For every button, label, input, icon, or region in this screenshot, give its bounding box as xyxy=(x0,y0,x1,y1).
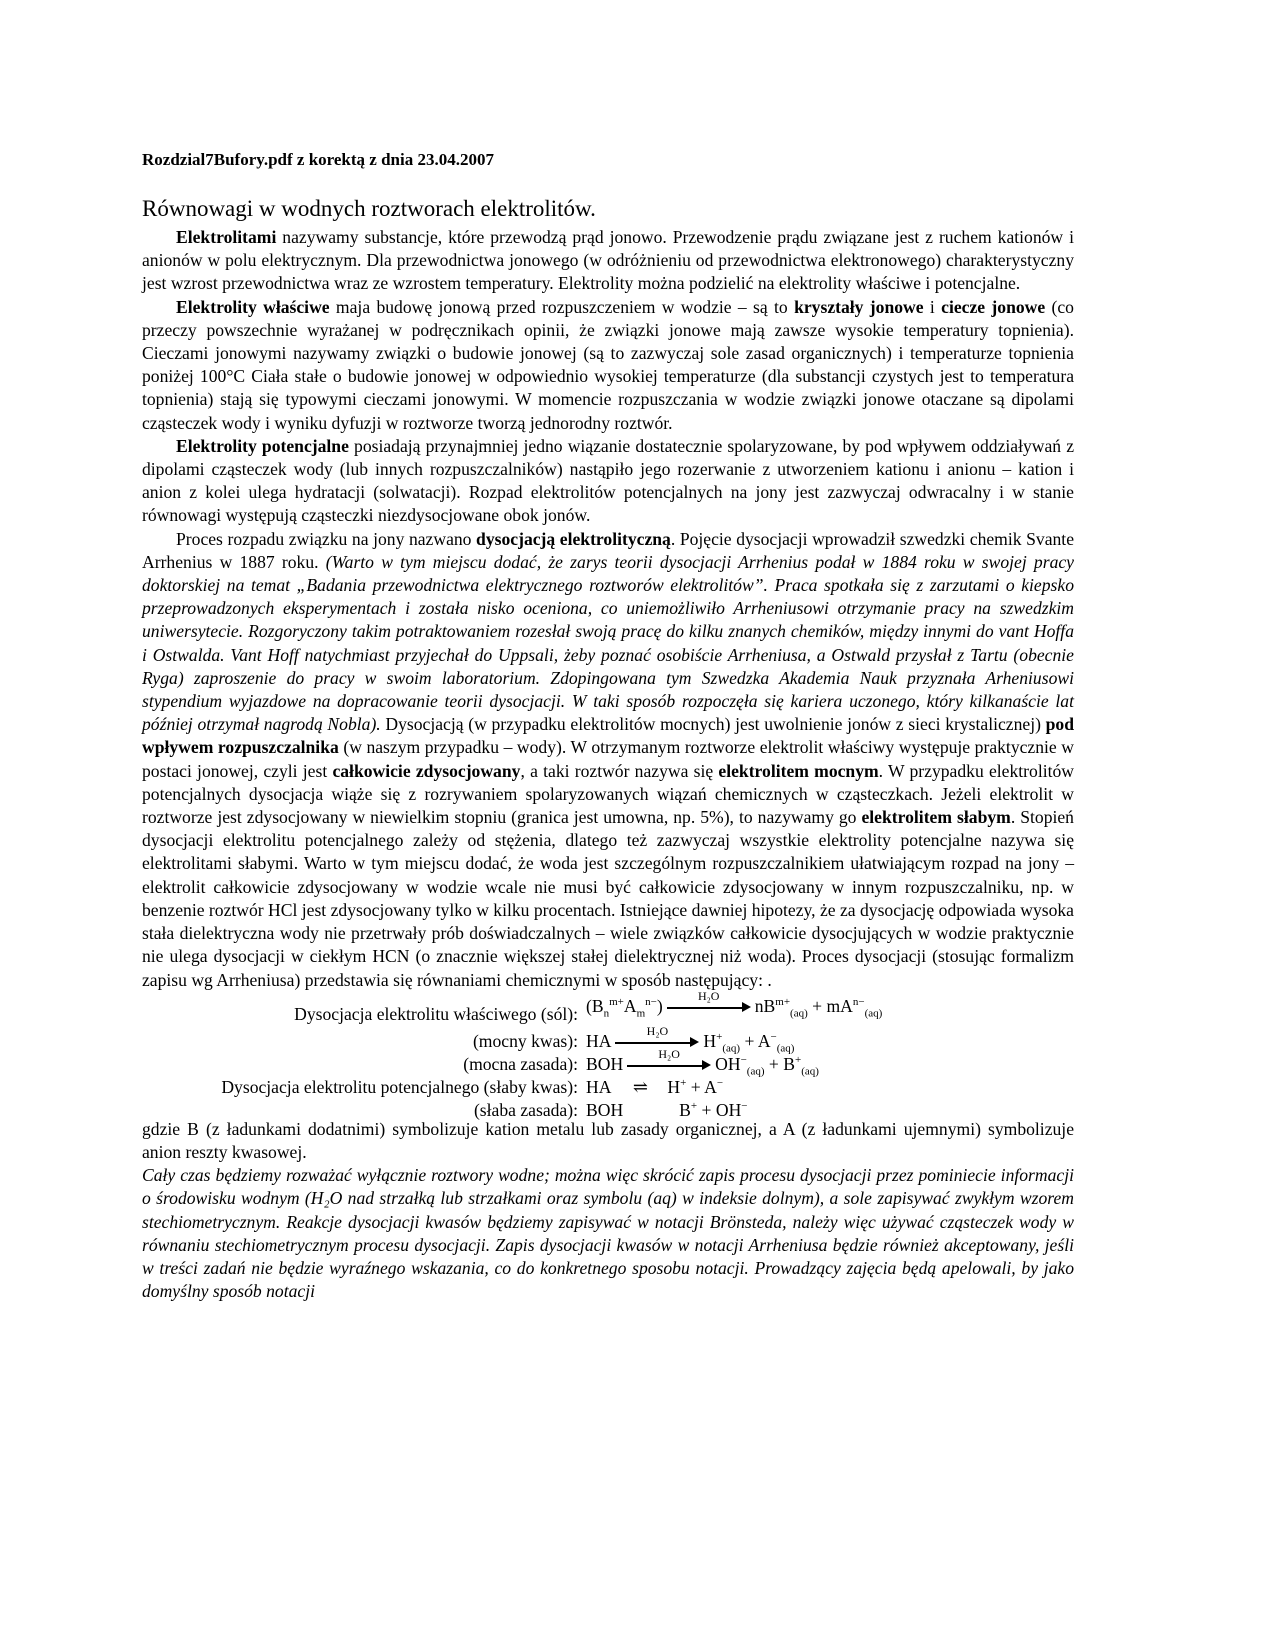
formula-sup: − xyxy=(716,1076,724,1089)
formula-part: H xyxy=(667,1076,681,1097)
formula-part: nB xyxy=(754,996,776,1017)
equation-label: Dysocjacja elektrolitu właściwego (sól): xyxy=(294,1003,578,1024)
paragraph xyxy=(142,1164,1074,1303)
bold-term: elektrolitem słabym xyxy=(861,807,1011,828)
formula-sup: + xyxy=(690,1099,698,1112)
formula-sub: (aq) xyxy=(776,1042,795,1055)
formula-part: ) xyxy=(656,996,663,1017)
arrow-label: H₂O xyxy=(658,1046,680,1061)
paragraph xyxy=(142,1118,1074,1164)
formula-sub: m xyxy=(636,1007,646,1020)
bold-term: dysocjacją elektrolityczną xyxy=(476,528,671,549)
paragraph xyxy=(142,528,1074,992)
formula-part: B xyxy=(783,1053,795,1074)
section-title: Równowagi w wodnych roztworach elektrolitów. xyxy=(142,196,596,221)
equation-weak-acid xyxy=(142,1072,1074,1095)
formula-part: (B xyxy=(586,996,604,1017)
text-run: . Pojęcie dysocjacji wprowadził szwedzki chemik Svante Arrhenius w 1887 roku. xyxy=(142,528,1075,572)
paragraph xyxy=(142,226,1074,296)
formula-sub: (aq) xyxy=(746,1065,765,1078)
bold-term: Elektrolitami xyxy=(176,227,277,247)
formula-plus: + xyxy=(807,996,827,1017)
bold-term: kryształy jonowe xyxy=(794,296,924,317)
formula-sub: (aq) xyxy=(722,1042,741,1055)
reaction-arrow-icon xyxy=(627,1046,711,1070)
formula-part: BOH xyxy=(586,1053,624,1074)
formula-part: HA xyxy=(586,1076,612,1097)
formula-part: A xyxy=(623,996,637,1017)
equations xyxy=(142,989,1074,1120)
formula-part: H xyxy=(703,1030,717,1051)
formula-plus: + xyxy=(740,1030,758,1051)
document-header: Rozdzial7Bufory.pdf z korektą z dnia 23.04.2007 xyxy=(142,150,494,169)
formula-part: A xyxy=(704,1076,717,1097)
bold-term: ciecze jonowe xyxy=(941,296,1046,317)
formula-part: HA xyxy=(586,1030,612,1051)
formula-part: BOH xyxy=(586,1099,624,1120)
equation-strong-acid xyxy=(142,1023,1074,1055)
paragraphs-after-equations xyxy=(142,1118,1074,1304)
paragraph xyxy=(142,435,1074,528)
bold-term: elektrolitem mocnym xyxy=(718,760,879,781)
formula-sup: m+ xyxy=(609,996,624,1009)
paragraphs xyxy=(142,226,1074,992)
text-run: i xyxy=(923,296,942,317)
text-run: . Stopień dysocjacji elektrolitu potencjalnego zależy od stężenia, dlatego też zazwyczaj wszystkie elektrolity potencjalne nazywa się elektrolitami słabymi. Warto w tym miejscu dodać, że woda jest szczególnym rozpuszczalnikiem ułatwiającym rozpad na jony – elektrolit całkowicie zdysocjowany w wodzie wcale nie musi być całkowicie zdysocjowany w innym rozpuszczalniku, np. w benzenie roztwór HCl jest zdysocjowany tylko w kilku procentach. Istniejące dawniej hipotezy, że za dysocjację odpowiada wysoka stała dielektryczna wody nie przetrwały prób doświadczalnych – wiele związków całkowicie dysocjujących w wodzie praktycznie nie ulega dysocjacji w ciekłym HCN (o znacznie większej stałej dielektrycznej niż woda). Proces dysocjacji (stosując formalizm zapisu wg Arrheniusa) przedstawia się równaniami chemicznymi w sposób następujący: . xyxy=(142,807,1074,990)
italic-text: Cały czas będziemy rozważać wyłącznie roztwory wodne; można więc skrócić zapis procesu dysocjacji przez pominiecie informacji o środowisku wodnym (H₂O nad strzałką lub strzałkami oraz symbolu (aq) w indeksie dolnym), a sole zapisywać zwykłym wzorem stechiometrycznym. Reakcje dysocjacji kwasów będziemy zapisywać w notacji Brönsteda, należy więc używać cząsteczek wody w równaniu stechiometrycznym procesu dysocjacji. Zapis dysocjacji kwasów w notacji Arrheniusa będzie również akceptowany, jeśli w treści zadań nie będzie wyraźnego wskazania, co do konkretnego sposobu notacji. Prowadzący zajęcia będą apelowali, by jako domyślny sposób notacji xyxy=(142,1165,1074,1302)
formula-part: A xyxy=(757,1030,771,1051)
formula-part: OH xyxy=(715,1053,741,1074)
formula-plus: + xyxy=(697,1099,716,1120)
document-body xyxy=(142,226,1074,1303)
formula-sup: + xyxy=(716,1030,723,1043)
text-run: gdzie B (z ładunkami dodatnimi) symbolizuje kation metalu lub zasady organicznej, a A (z ładunkami ujemnymi) symbolizuje anion reszty kwasowej. xyxy=(142,1118,1074,1162)
bold-term: całkowicie zdysocjowany xyxy=(332,760,521,781)
text-run: maja budowę jonową przed rozpuszczeniem w wodzie – są to xyxy=(329,296,795,317)
equation-label: Dysocjacja elektrolitu potencjalnego (słaby kwas): xyxy=(221,1076,578,1097)
formula-sup: n− xyxy=(645,996,657,1009)
text-run: Proces rozpadu związku na jony nazwano xyxy=(176,528,477,549)
formula-sup: − xyxy=(770,1030,777,1043)
formula-part: mA xyxy=(826,996,853,1017)
formula-sup: n− xyxy=(852,996,865,1009)
equation-label: (mocna zasada): xyxy=(463,1053,578,1074)
text-run: posiadają przynajmniej jedno wiązanie dostatecznie spolaryzowane, by pod wpływem oddziaływań z dipolami cząsteczek wody (lub innych rozpuszczalników) nastąpiło jego rozerwanie z utworzeniem kationu i anionu – kation i anion z kolei ulega hydratacji (solwatacji). Rozpad elektrolitów potencjalnych na jony jest zazwyczaj odwracalny i w stanie równowagi występują cząsteczki niezdysocjowane obok jonów. xyxy=(142,435,1074,526)
text-run: , a taki roztwór nazywa się xyxy=(520,760,719,781)
formula-sup: + xyxy=(795,1053,802,1066)
equation-strong-base xyxy=(142,1046,1074,1078)
formula-sup: + xyxy=(680,1076,687,1089)
text-run: (w naszym przypadku – wody). W otrzymanym roztworze elektrolit właściwy występuje praktycznie w postaci jonowej, czyli jest xyxy=(142,737,1074,781)
bold-term: pod wpływem rozpuszczalnika xyxy=(142,714,1075,758)
formula-part: OH xyxy=(715,1099,742,1120)
formula-part: B xyxy=(679,1099,691,1120)
text-run: Dysocjacją (w przypadku elektrolitów mocnych) jest uwolnienie jonów z sieci krystalicznej) xyxy=(380,714,1046,735)
text-run: (co przeczy powszechnie wyrażanej w podręcznikach opinii, że związki jonowe mają zawsze wysokie temperatury topnienia). Cieczami jonowymi nazywamy związki o budowie jonowej (są to zazwyczaj sole zasad organicznych) i temperaturze topnienia poniżej 100°C Ciała stałe o budowie jonowej w odpowiednio wysokiej temperaturze (dla substancji czystych jest to temperatura topnienia) stają się typowymi cieczami jonowymi. W momencie rozpuszczania w wodzie związki jonowe otaczane są dipolami cząsteczek wody i wyniku dyfuzji w roztworze tworzą jednorodny roztwór. xyxy=(142,296,1074,433)
formula-sup: m+ xyxy=(775,996,791,1009)
formula-sub: (aq) xyxy=(864,1007,883,1020)
formula-plus: + xyxy=(764,1053,784,1074)
formula-plus: + xyxy=(686,1076,705,1097)
formula-sub: (aq) xyxy=(790,1007,808,1020)
equation-weak-base xyxy=(142,1095,1074,1118)
equation-label: (mocny kwas): xyxy=(472,1030,578,1051)
arrow-label: H₂O xyxy=(697,989,720,1004)
bold-term: Elektrolity właściwe xyxy=(176,296,330,317)
reaction-arrow-icon xyxy=(667,989,751,1012)
bold-term: Elektrolity potencjalne xyxy=(176,435,349,456)
text-run: . W przypadku elektrolitów potencjalnych dysocjacja wiąże się z rozrywaniem spolaryzowanych wiązań chemicznych w cząsteczkach. Jeżeli elektrolit w roztworze jest zdysocjowany w niewielkim stopniu (granica jest umowna, np. 5%), to nazywamy go xyxy=(142,760,1074,828)
equilibrium-arrow-icon: ⇌ xyxy=(632,1076,646,1097)
formula-sup: − xyxy=(740,1053,747,1066)
formula-sub: n xyxy=(603,1007,610,1020)
text-run: nazywamy substancje, które przewodzą prąd jonowo. Przewodzenie prądu związane jest z ruchem kationów i anionów w polu elektrycznym. Dla przewodnictwa jonowego (w odróżnieniu od przewodnictwa elektronowego) charakterystyczny jest wzrost przewodnictwa wraz ze wzrostem temperatury. Elektrolity można podzielić na elektrolity właściwe i potencjalne. xyxy=(142,227,1074,294)
arrow-label: H₂O xyxy=(646,1023,669,1038)
equation-label: (słaba zasada): xyxy=(473,1099,578,1120)
equation-salt xyxy=(142,989,1074,1026)
paragraph xyxy=(142,296,1074,435)
formula-sup: − xyxy=(741,1099,748,1112)
formula-sub: (aq) xyxy=(801,1065,819,1078)
italic-text: (Warto w tym miejscu dodać, że zarys teorii dysocjacji Arrhenius podał w 1884 roku w swojej pracy doktorskiej na temat „Badania przewodnictwa elektrycznego roztworów elektrolitów”. Praca spotkała się z zarzutami o kiepsko przeprowadzonych eksperymentach i została nisko oceniona, co uniemożliwiło Arrheniusowi otrzymanie pracy na szwedzkim uniwersytecie. Rozgoryczony takim potraktowaniem rozesłał swoją pracę do kilku znanych chemików, między innymi do vant Hoffa i Ostwalda. Vant Hoff natychmiast przyjechał do Uppsali, żeby poznać osobiście Arrheniusa, a Ostwald przysłał z Tartu (obecnie Ryga) zaproszenie do pracy w swoim laboratorium. Zdopingowana tym Szwedzka Akademia Nauk przyznała Arheniusowi stypendium wyjazdowe na dopracowanie teorii dysocjacji. W taki sposób rozpoczęła się kariera uczonego, który kilkanaście lat później otrzymał nagrodą Nobla). xyxy=(142,551,1074,735)
